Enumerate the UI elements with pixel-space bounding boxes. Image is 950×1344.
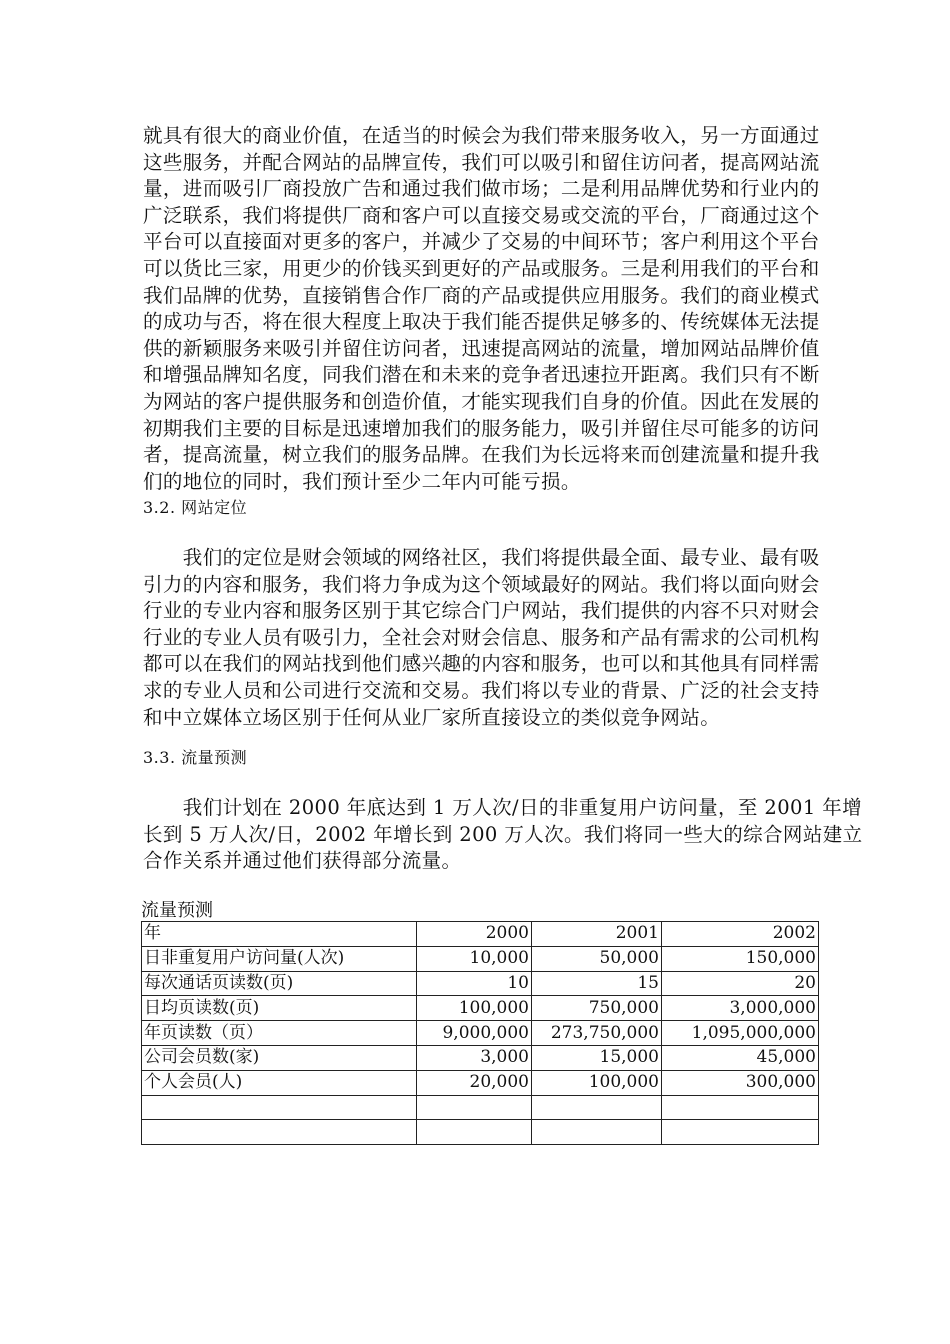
value-cell: 300,000 bbox=[662, 1070, 819, 1095]
value-cell: 100,000 bbox=[532, 1070, 662, 1095]
text-line: 这些服务，并配合网站的品牌宣传，我们可以吸引和留住访问者，提高网站流 bbox=[143, 150, 820, 174]
value-cell: 2000 bbox=[417, 922, 532, 947]
table-caption: 流量预测 bbox=[141, 900, 213, 921]
row-label-cell bbox=[142, 1120, 417, 1145]
row-label-cell: 公司会员数(家) bbox=[142, 1045, 417, 1070]
text-line: 可以货比三家，用更少的价钱买到更好的产品或服务。三是利用我们的平台和 bbox=[143, 256, 820, 280]
row-label-cell: 年页读数（页） bbox=[142, 1021, 417, 1046]
text-line: 我们品牌的优势，直接销售合作厂商的产品或提供应用服务。我们的商业模式 bbox=[143, 283, 820, 307]
text-line: 广泛联系，我们将提供厂商和客户可以直接交易或交流的平台，厂商通过这个 bbox=[143, 203, 820, 227]
text-line: 长到 5 万人次/日，2002 年增长到 200 万人次。我们将同一些大的综合网站建立 bbox=[143, 822, 863, 846]
text-line: 和中立媒体立场区别于任何从业厂家所直接设立的类似竞争网站。 bbox=[143, 705, 721, 729]
value-cell: 3,000,000 bbox=[662, 996, 819, 1021]
value-cell: 2001 bbox=[532, 922, 662, 947]
text-line: 初期我们主要的目标是迅速增加我们的服务能力，吸引并留住尽可能多的访问 bbox=[143, 416, 820, 440]
value-cell: 10 bbox=[417, 971, 532, 996]
text-line: 平台可以直接面对更多的客户，并减少了交易的中间环节；客户利用这个平台 bbox=[143, 230, 820, 254]
text-line: 行业的专业内容和服务区别于其它综合门户网站，我们提供的内容不只对财会 bbox=[143, 599, 820, 623]
value-cell bbox=[662, 1120, 819, 1145]
table-row bbox=[142, 1021, 819, 1046]
text-line: 合作关系并通过他们获得部分流量。 bbox=[143, 849, 462, 873]
value-cell: 3,000 bbox=[417, 1045, 532, 1070]
table-row bbox=[142, 1045, 819, 1070]
value-cell: 20 bbox=[662, 971, 819, 996]
text-line: 我们的定位是财会领域的网络社区，我们将提供最全面、最专业、最有吸 bbox=[143, 546, 820, 569]
text-line: 我们计划在 2000 年底达到 1 万人次/日的非重复用户访问量，至 2001 年增 bbox=[143, 796, 863, 819]
table-row bbox=[142, 946, 819, 971]
table-row bbox=[142, 1120, 819, 1145]
traffic-forecast-table bbox=[141, 921, 819, 1145]
paragraph-business-model bbox=[143, 123, 823, 495]
table-row bbox=[142, 971, 819, 996]
text-line: 的成功与否，将在很大程度上取决于我们能否提供足够多的、传统媒体无法提 bbox=[143, 310, 820, 334]
text-line: 为网站的客户提供服务和创造价值，才能实现我们自身的价值。因此在发展的 bbox=[143, 389, 820, 413]
row-label-cell: 每次通话页读数(页) bbox=[142, 971, 417, 996]
section-heading-positioning: 3.2. 网站定位 bbox=[143, 498, 248, 517]
row-label-cell bbox=[142, 1095, 417, 1120]
value-cell: 50,000 bbox=[532, 946, 662, 971]
value-cell bbox=[532, 1120, 662, 1145]
paragraph-positioning bbox=[143, 545, 823, 731]
row-label-cell: 日非重复用户访问量(人次) bbox=[142, 946, 417, 971]
value-cell: 15,000 bbox=[532, 1045, 662, 1070]
text-line: 都可以在我们的网站找到他们感兴趣的内容和服务，也可以和其他具有同样需 bbox=[143, 652, 820, 676]
text-line: 就具有很大的商业价值，在适当的时候会为我们带来服务收入，另一方面通过 bbox=[143, 124, 820, 147]
section-heading-traffic-forecast: 3.3. 流量预测 bbox=[143, 748, 248, 767]
text-line: 行业的专业人员有吸引力，全社会对财会信息、服务和产品有需求的公司机构 bbox=[143, 625, 820, 649]
value-cell: 10,000 bbox=[417, 946, 532, 971]
row-label-cell: 个人会员(人) bbox=[142, 1070, 417, 1095]
value-cell: 750,000 bbox=[532, 996, 662, 1021]
text-line: 和增强品牌知名度，同我们潜在和未来的竞争者迅速拉开距离。我们只有不断 bbox=[143, 363, 820, 387]
text-line: 引力的内容和服务，我们将力争成为这个领域最好的网站。我们将以面向财会 bbox=[143, 572, 820, 596]
value-cell bbox=[417, 1120, 532, 1145]
table-row bbox=[142, 1070, 819, 1095]
paragraph-traffic-forecast bbox=[143, 795, 863, 875]
value-cell bbox=[532, 1095, 662, 1120]
value-cell bbox=[662, 1095, 819, 1120]
text-line: 者，提高流量，树立我们的服务品牌。在我们为长远将来而创建流量和提升我 bbox=[143, 443, 820, 467]
value-cell: 9,000,000 bbox=[417, 1021, 532, 1046]
value-cell: 100,000 bbox=[417, 996, 532, 1021]
value-cell: 273,750,000 bbox=[532, 1021, 662, 1046]
row-label-cell: 年 bbox=[142, 922, 417, 947]
text-line: 求的专业人员和公司进行交流和交易。我们将以专业的背景、广泛的社会支持 bbox=[143, 678, 820, 702]
table-row bbox=[142, 922, 819, 947]
value-cell: 150,000 bbox=[662, 946, 819, 971]
text-line: 们的地位的同时，我们预计至少二年内可能亏损。 bbox=[143, 469, 581, 493]
table-row bbox=[142, 996, 819, 1021]
value-cell: 1,095,000,000 bbox=[662, 1021, 819, 1046]
value-cell: 2002 bbox=[662, 922, 819, 947]
text-line: 量，进而吸引厂商投放广告和通过我们做市场；二是利用品牌优势和行业内的 bbox=[143, 177, 820, 201]
value-cell: 45,000 bbox=[662, 1045, 819, 1070]
row-label-cell: 日均页读数(页) bbox=[142, 996, 417, 1021]
text-line: 供的新颖服务来吸引并留住访问者，迅速提高网站的流量，增加网站品牌价值 bbox=[143, 336, 820, 360]
table-row bbox=[142, 1095, 819, 1120]
value-cell: 20,000 bbox=[417, 1070, 532, 1095]
value-cell: 15 bbox=[532, 971, 662, 996]
value-cell bbox=[417, 1095, 532, 1120]
